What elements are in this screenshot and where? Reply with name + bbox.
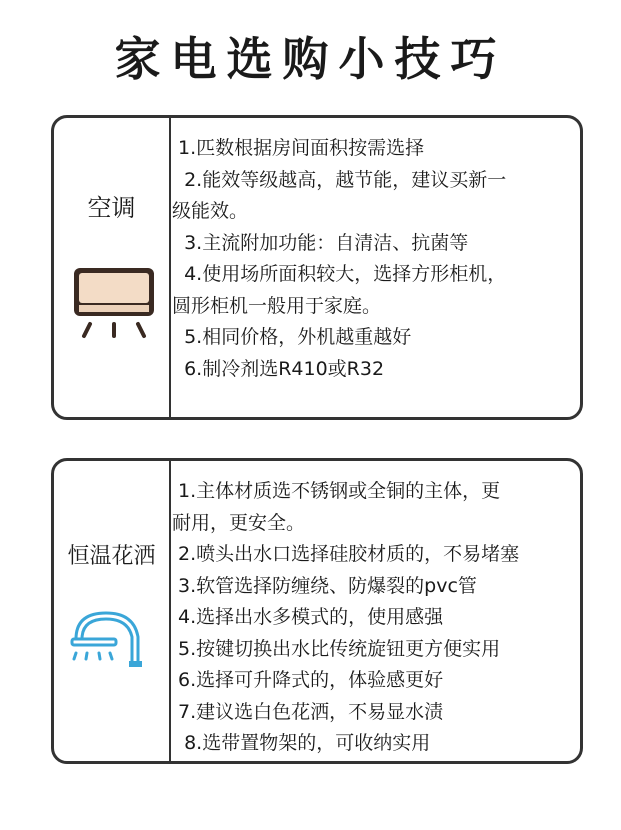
tip-line: 7.建议选白色花洒，不易显水渍 — [172, 700, 444, 723]
tips-list — [172, 476, 578, 760]
tip-line: 5.相同价格，外机越重越好 — [172, 326, 412, 348]
tip-line: 1.匹数根据房间面积按需选择 — [172, 137, 425, 159]
tip-line: 1.主体材质选不锈钢或全铜的主体，更 — [172, 480, 501, 502]
tip-line: 6.选择可升降式的，体验感更好 — [172, 669, 444, 691]
tip-line: 8.选带置物架的，可收纳实用 — [172, 732, 431, 754]
tips-list — [172, 133, 578, 385]
tip-line: 6.制冷剂选R410或R32 — [172, 357, 385, 380]
tip-line: 2.能效等级越高，越节能，建议买新一 — [172, 168, 507, 191]
category-label: 恒温花洒 — [67, 544, 156, 569]
air-conditioner-card — [51, 115, 583, 420]
shower-head-icon — [70, 603, 156, 679]
tip-line: 耐用，更安全。 — [172, 511, 306, 534]
tip-line: 4.使用场所面积较大，选择方形柜机， — [172, 263, 507, 285]
shower-card — [51, 458, 583, 764]
tip-line: 4.选择出水多模式的，使用感强 — [172, 606, 444, 628]
tip-line: 2.喷头出水口选择硅胶材质的，不易堵塞 — [172, 543, 520, 565]
card-divider — [169, 118, 171, 417]
page-title: 家电选购小技巧 — [114, 32, 507, 86]
tip-line: 3.软管选择防缠绕、防爆裂的pvc管 — [172, 574, 477, 597]
air-conditioner-icon — [68, 266, 160, 350]
card-divider — [169, 461, 171, 761]
tip-line: 3.主流附加功能：自清洁、抗菌等 — [172, 231, 469, 254]
category-label: 空调 — [87, 194, 136, 222]
tip-line: 圆形柜机一般用于家庭。 — [172, 294, 382, 317]
tip-line: 级能效。 — [172, 200, 249, 222]
tip-line: 5.按键切换出水比传统旋钮更方便实用 — [172, 637, 501, 660]
